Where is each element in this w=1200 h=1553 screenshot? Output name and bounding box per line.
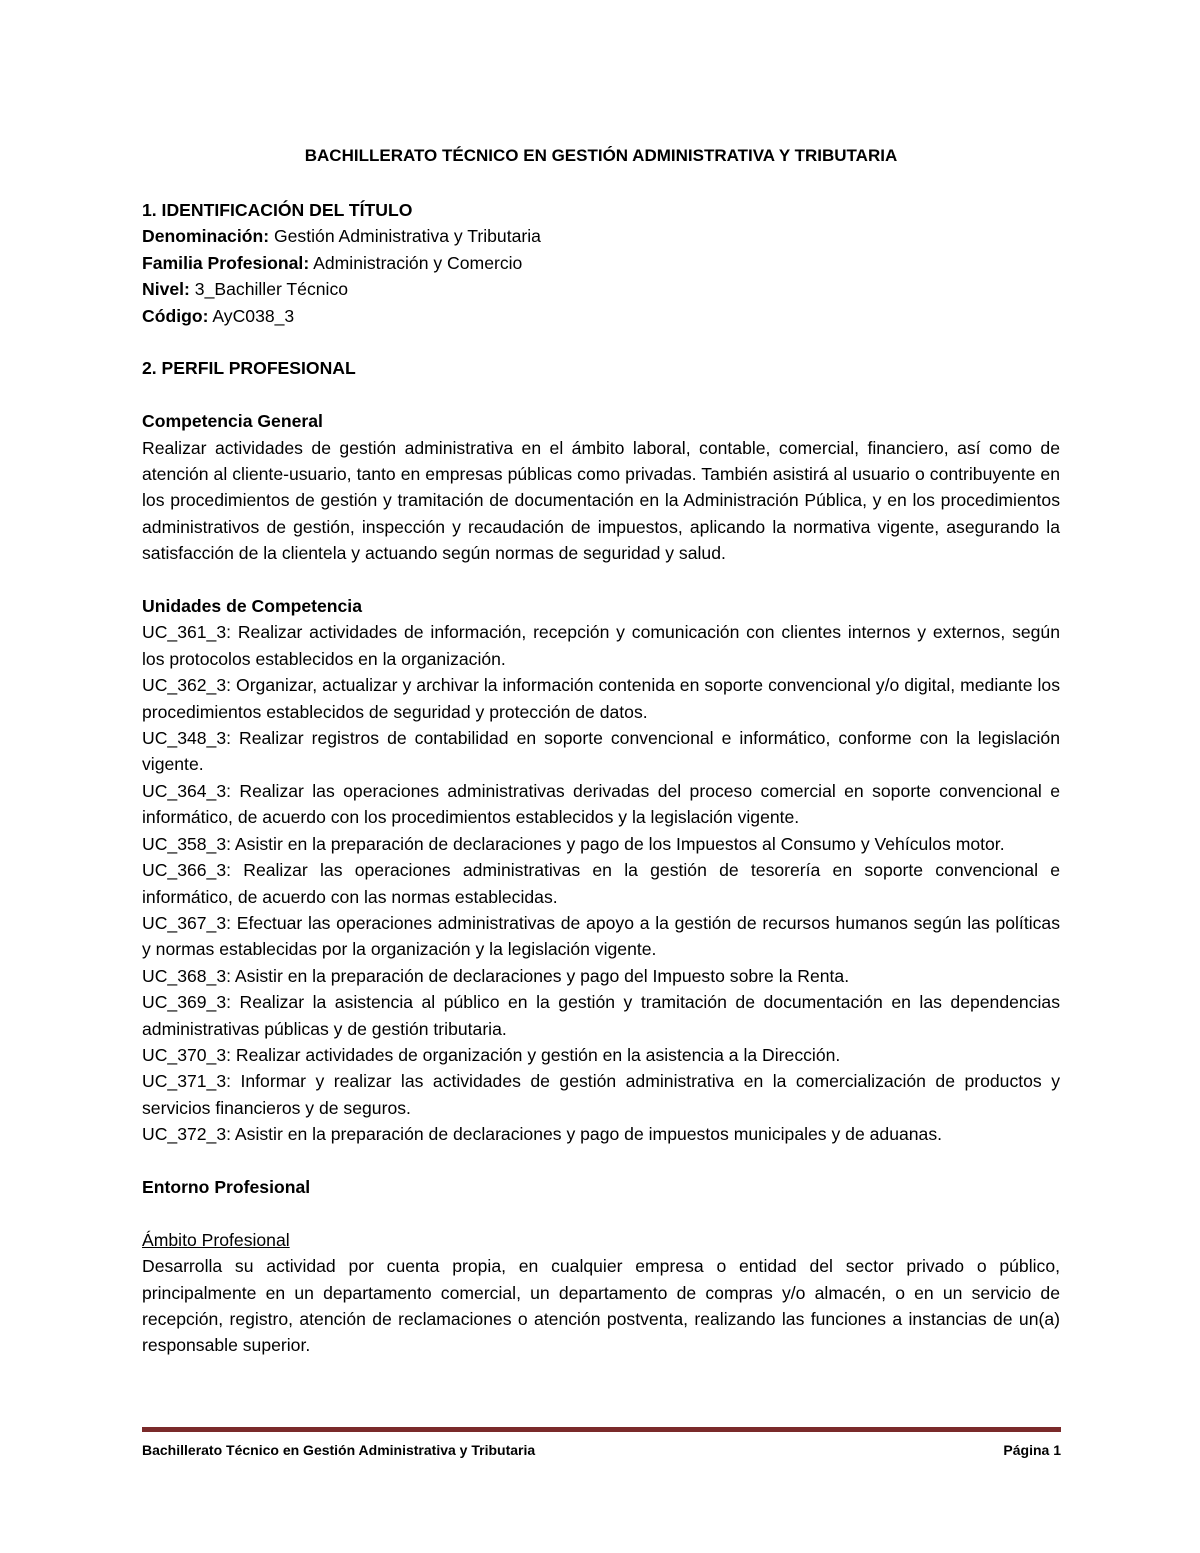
unidad-item: UC_370_3: Realizar actividades de organización y gestión en la asistencia a la Dirección. — [142, 1044, 841, 1065]
section-2-heading: 2. PERFIL PROFESIONAL — [142, 358, 356, 379]
field-label: Código: — [142, 305, 209, 326]
document-body — [142, 197, 1060, 1359]
unidad-item: UC_366_3: Realizar las operaciones administrativas en la gestión de tesorería en soporte convencional e informático, de acuerdo con las normas establecidas. — [142, 860, 1060, 907]
page-number: Página 1 — [1003, 1442, 1061, 1458]
unidad-item: UC_367_3: Efectuar las operaciones administrativas de apoyo a la gestión de recursos humanos según las políticas y normas establecidas por la organización y la legislación vigente. — [142, 912, 1060, 960]
unidades-heading: Unidades de Competencia — [142, 596, 362, 617]
unidad-item: UC_348_3: Realizar registros de contabilidad en soporte convencional e informático, conforme con la legislación vigente. — [142, 728, 1060, 775]
field-label: Familia Profesional: — [142, 252, 310, 273]
field-label: Nivel: — [142, 279, 190, 300]
unidad-item: UC_364_3: Realizar las operaciones administrativas derivadas del proceso comercial en soporte convencional e informático, de acuerdo con los procedimientos establecidos y la legislación vigente. — [142, 780, 1060, 828]
page-footer — [142, 1439, 1061, 1461]
unidad-item: UC_368_3: Asistir en la preparación de declaraciones y pago del Impuesto sobre la Renta. — [142, 965, 850, 986]
ambito-heading: Ámbito Profesional — [142, 1229, 290, 1250]
field-familia — [142, 250, 1060, 276]
unidad-item: UC_361_3: Realizar actividades de información, recepción y comunicación con clientes internos y externos, según los protocolos establecidos en la organización. — [142, 622, 1060, 669]
entorno-heading: Entorno Profesional — [142, 1176, 311, 1197]
ambito-text: Desarrolla su actividad por cuenta propia, en cualquier empresa o entidad del sector privado o público, principalmente en un departamento comercial, un departamento de compras y/o almacén, o en un servicio de recepción, registro, atención de reclamaciones o atención postventa, realizando las funciones a instancias de un(a) responsable superior. — [142, 1256, 1060, 1356]
field-label: Denominación: — [142, 226, 270, 247]
unidad-item: UC_369_3: Realizar la asistencia al público en la gestión y tramitación de documentación en las dependencias administrativas públicas y de gestión tributaria. — [142, 992, 1060, 1039]
field-value: AyC038_3 — [208, 305, 295, 326]
field-nivel — [142, 276, 1060, 302]
field-value: Administración y Comercio — [309, 252, 523, 273]
field-value: Gestión Administrativa y Tributaria — [269, 226, 541, 247]
field-codigo — [142, 303, 1060, 329]
document-title: BACHILLERATO TÉCNICO EN GESTIÓN ADMINISTRATIVA Y TRIBUTARIA — [304, 146, 898, 165]
unidad-item: UC_358_3: Asistir en la preparación de declaraciones y pago de los Impuestos al Consumo y Vehículos motor. — [142, 833, 1005, 854]
section-1-heading: 1. IDENTIFICACIÓN DEL TÍTULO — [142, 200, 413, 220]
competencia-heading: Competencia General — [142, 411, 323, 432]
footer-title: Bachillerato Técnico en Gestión Administrativa y Tributaria — [142, 1442, 536, 1458]
unidad-item: UC_362_3: Organizar, actualizar y archivar la información contenida en soporte convencional y/o digital, mediante los procedimientos establecidos de seguridad y protección de datos. — [142, 675, 1060, 722]
field-denominacion — [142, 223, 1060, 249]
unidad-item: UC_372_3: Asistir en la preparación de declaraciones y pago de impuestos municipales y de aduanas. — [142, 1124, 943, 1145]
unidad-item: UC_371_3: Informar y realizar las actividades de gestión administrativa en la comercialización de productos y servicios financieros y de seguros. — [142, 1071, 1060, 1118]
field-value: 3_Bachiller Técnico — [189, 279, 349, 300]
competencia-text: Realizar actividades de gestión administrativa en el ámbito laboral, contable, comercial, financiero, así como de atención al cliente-usuario, tanto en empresas públicas como privadas. También asistirá al usuario o contribuyente en los procedimientos de gestión y tramitación de documentación en la Administración Pública, y en los procedimientos administrativos de gestión, inspección y recaudación de impuestos, aplicando la normativa vigente, asegurando la satisfacción de la clientela y actuando según normas de seguridad y salud. — [142, 437, 1060, 564]
footer-divider — [142, 1427, 1061, 1432]
